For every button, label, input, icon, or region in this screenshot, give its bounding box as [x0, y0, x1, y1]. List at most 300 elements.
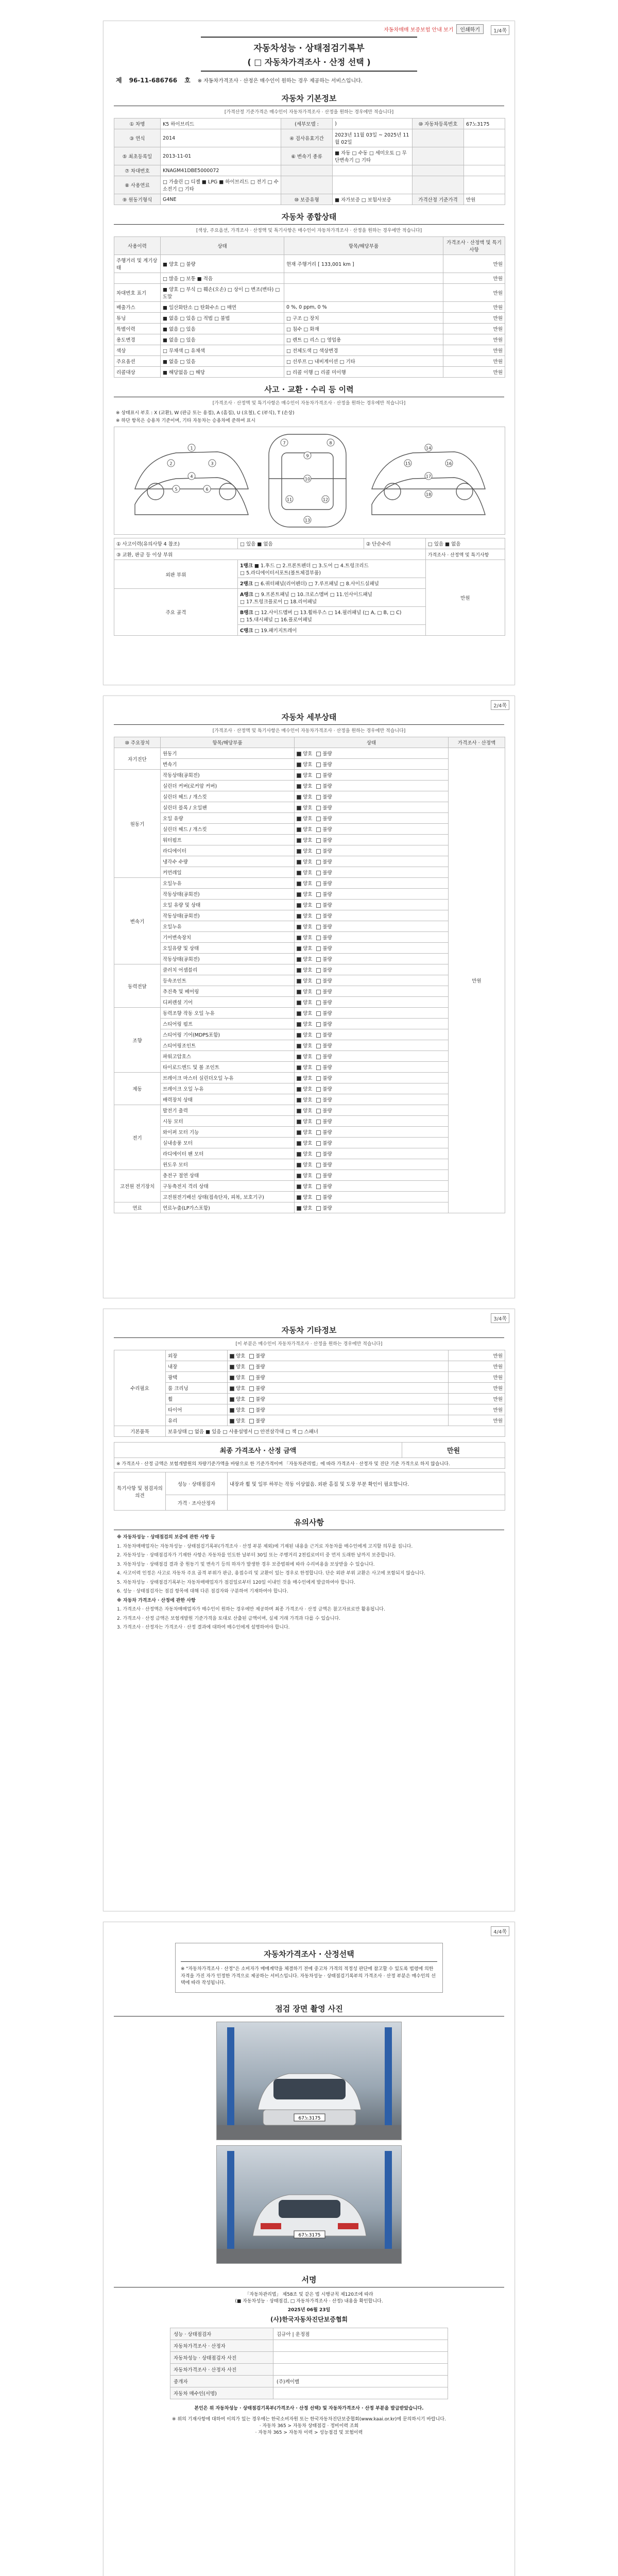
overall-state[interactable]: ■ 없음 □ 있음 [161, 356, 284, 367]
state-bad-option[interactable] [316, 1184, 332, 1190]
checkbox-checked-icon[interactable] [297, 1141, 301, 1146]
checkbox-empty-icon[interactable] [316, 849, 321, 854]
state-bad-option[interactable] [316, 903, 332, 908]
state-good-option[interactable] [297, 1184, 312, 1190]
etc-repair-label: 수리필요 [114, 1350, 166, 1426]
sign-row [170, 2351, 448, 2363]
checkbox-checked-icon[interactable] [297, 1076, 301, 1081]
state-good-label: 양호 [303, 881, 313, 887]
etc-bad-option[interactable] [249, 1353, 265, 1359]
detail-state[interactable] [295, 845, 449, 856]
state-bad-option[interactable] [316, 913, 332, 919]
state-bad-option[interactable] [316, 881, 332, 887]
detail-row [114, 802, 505, 813]
detail-state[interactable] [295, 1181, 449, 1192]
checkbox-checked-icon[interactable] [297, 1109, 301, 1113]
detail-state[interactable] [295, 759, 449, 770]
state-bad-option[interactable] [316, 751, 332, 757]
checkbox-empty-icon[interactable] [316, 1098, 321, 1103]
state-good-option[interactable] [297, 913, 312, 919]
checkbox-checked-icon[interactable] [297, 1206, 301, 1211]
etc-bad-option[interactable] [249, 1386, 265, 1392]
state-good-option[interactable] [297, 1065, 312, 1071]
detail-state[interactable] [295, 910, 449, 921]
state-good-option[interactable] [297, 849, 312, 854]
checkbox-checked-icon[interactable] [230, 1354, 234, 1359]
checkbox-empty-icon[interactable] [316, 892, 321, 897]
state-bad-option[interactable] [316, 946, 332, 952]
overall-state[interactable]: ■ 없음 □ 있음 [161, 334, 284, 345]
checkbox-empty-icon[interactable] [316, 903, 321, 908]
checkbox-checked-icon[interactable] [297, 1044, 301, 1048]
overall-price: 만원 [443, 345, 505, 356]
state-good-option[interactable] [297, 1195, 312, 1200]
checkbox-empty-icon[interactable] [316, 838, 321, 843]
checkbox-checked-icon[interactable] [297, 795, 301, 800]
notice-heading: 유의사항 [114, 1517, 504, 1530]
checkbox-checked-icon[interactable] [297, 1120, 301, 1124]
overall-state[interactable]: ■ 해당없음 □ 해당 [161, 367, 284, 378]
state-good-option[interactable] [297, 870, 312, 876]
state-good-option[interactable] [297, 794, 312, 800]
checkbox-empty-icon[interactable] [249, 1419, 254, 1423]
state-good-option[interactable] [297, 838, 312, 843]
state-good-option[interactable] [297, 751, 312, 757]
detail-state[interactable] [295, 1094, 449, 1105]
state-good-option[interactable] [297, 892, 312, 897]
detail-state[interactable] [295, 824, 449, 835]
detail-state[interactable] [295, 986, 449, 997]
overall-row [114, 356, 505, 367]
state-bad-option[interactable] [316, 989, 332, 995]
etc-state[interactable] [228, 1350, 449, 1361]
sign-value [273, 2340, 448, 2351]
state-bad-option[interactable] [316, 1141, 332, 1146]
detail-state[interactable] [295, 1051, 449, 1062]
checkbox-checked-icon[interactable] [297, 1022, 301, 1027]
checkbox-empty-icon[interactable] [316, 1184, 321, 1189]
state-good-option[interactable] [297, 946, 312, 952]
checkbox-empty-icon[interactable] [316, 925, 321, 929]
checkbox-checked-icon[interactable] [230, 1397, 234, 1402]
detail-state[interactable] [295, 1159, 449, 1170]
detail-state[interactable] [295, 921, 449, 932]
checkbox-empty-icon[interactable] [316, 1130, 321, 1135]
state-good-option[interactable] [297, 1206, 312, 1211]
etc-good-option[interactable] [230, 1353, 245, 1359]
checkbox-empty-icon[interactable] [316, 1033, 321, 1038]
checkbox-checked-icon[interactable] [230, 1408, 234, 1413]
checkbox-empty-icon[interactable] [316, 968, 321, 973]
checkbox-checked-icon[interactable] [297, 1130, 301, 1135]
checkbox-empty-icon[interactable] [249, 1365, 254, 1369]
checkbox-checked-icon[interactable] [297, 871, 301, 875]
checkbox-empty-icon[interactable] [249, 1386, 254, 1391]
state-bad-option[interactable] [316, 1022, 332, 1027]
detail-state[interactable] [295, 748, 449, 759]
state-good-option[interactable] [297, 881, 312, 887]
detail-state[interactable] [295, 878, 449, 889]
etc-row [114, 1361, 505, 1372]
overall-col-state: 상태 [161, 237, 284, 255]
state-good-option[interactable] [297, 924, 312, 930]
state-good-option[interactable] [297, 1141, 312, 1146]
state-bad-label: 불량 [322, 849, 332, 854]
checkbox-empty-icon[interactable] [316, 1065, 321, 1070]
checkbox-empty-icon[interactable] [316, 752, 321, 756]
state-bad-option[interactable] [316, 816, 332, 822]
checkbox-checked-icon[interactable] [297, 892, 301, 897]
detail-state[interactable] [295, 835, 449, 845]
state-good-option[interactable] [297, 1173, 312, 1179]
state-bad-option[interactable] [316, 794, 332, 800]
detail-state[interactable] [295, 1202, 449, 1213]
etc-good-option[interactable] [230, 1418, 245, 1424]
state-bad-option[interactable] [316, 849, 332, 854]
checkbox-checked-icon[interactable] [297, 1055, 301, 1059]
detail-item: 동력조향 작동 오일 누유 [161, 1008, 295, 1019]
state-good-option[interactable] [297, 1043, 312, 1049]
detail-row [114, 932, 505, 943]
etc-state[interactable] [228, 1394, 449, 1404]
checkbox-checked-icon[interactable] [297, 1163, 301, 1167]
detail-state[interactable] [295, 1127, 449, 1138]
accident-price-unit: 만원 [425, 560, 505, 636]
state-good-option[interactable] [297, 957, 312, 962]
state-bad-option[interactable] [316, 892, 332, 897]
detail-state[interactable] [295, 889, 449, 900]
checkbox-checked-icon[interactable] [297, 773, 301, 778]
etc-good-option[interactable] [230, 1408, 245, 1413]
state-bad-option[interactable] [316, 1000, 332, 1006]
detail-item: 실린더 헤드 / 개스킷 [161, 824, 295, 835]
detail-item: 디퍼렌셜 기어 [161, 997, 295, 1008]
checkbox-checked-icon[interactable] [297, 762, 301, 767]
state-bad-option[interactable] [316, 1119, 332, 1125]
checkbox-checked-icon[interactable] [230, 1419, 234, 1423]
detail-state[interactable] [295, 975, 449, 986]
state-bad-option[interactable] [316, 957, 332, 962]
checkbox-empty-icon[interactable] [316, 990, 321, 994]
checkbox-empty-icon[interactable] [316, 806, 321, 810]
etc-state[interactable] [228, 1372, 449, 1383]
state-good-option[interactable] [297, 968, 312, 973]
checkbox-empty-icon[interactable] [316, 817, 321, 821]
checkbox-checked-icon[interactable] [230, 1386, 234, 1391]
state-bad-option[interactable] [316, 762, 332, 768]
detail-state[interactable] [295, 1073, 449, 1083]
detail-state[interactable] [295, 1148, 449, 1159]
checkbox-checked-icon[interactable] [297, 925, 301, 929]
checkbox-checked-icon[interactable] [297, 979, 301, 984]
etc-bad-option[interactable] [249, 1418, 265, 1424]
state-good-option[interactable] [297, 978, 312, 984]
state-good-option[interactable] [297, 773, 312, 778]
checkbox-checked-icon[interactable] [297, 784, 301, 789]
etc-good-option[interactable] [230, 1386, 245, 1392]
state-good-option[interactable] [297, 1097, 312, 1103]
checkbox-empty-icon[interactable] [249, 1397, 254, 1402]
checkbox-empty-icon[interactable] [316, 871, 321, 875]
state-bad-option[interactable] [316, 924, 332, 930]
overall-state[interactable]: □ 무채색 □ 유채색 [161, 345, 284, 356]
state-good-label: 양호 [303, 1141, 313, 1146]
etc-state[interactable] [228, 1383, 449, 1394]
state-good-option[interactable] [297, 1130, 312, 1136]
etc-bad-option[interactable] [249, 1375, 265, 1381]
state-bad-option[interactable] [316, 1032, 332, 1038]
etc-state[interactable] [228, 1404, 449, 1415]
state-bad-option[interactable] [316, 784, 332, 789]
detail-state[interactable] [295, 867, 449, 878]
state-good-option[interactable] [297, 1000, 312, 1006]
state-bad-option[interactable] [316, 1043, 332, 1049]
detail-group: 제동 [114, 1073, 161, 1105]
insurance-info-link[interactable]: 자동차매매 보증보험 안내 보기 [384, 27, 454, 33]
checkbox-empty-icon[interactable] [249, 1354, 254, 1359]
detail-state[interactable] [295, 1029, 449, 1040]
checkbox-empty-icon[interactable] [316, 860, 321, 865]
checkbox-checked-icon[interactable] [297, 1011, 301, 1016]
checkbox-empty-icon[interactable] [316, 1206, 321, 1211]
etc-state[interactable] [228, 1415, 449, 1426]
checkbox-empty-icon[interactable] [316, 1152, 321, 1157]
state-bad-option[interactable] [316, 1130, 332, 1136]
detail-item: 작동상태(공회전) [161, 770, 295, 781]
checkbox-checked-icon[interactable] [297, 806, 301, 810]
checkbox-checked-icon[interactable] [297, 903, 301, 908]
sign-footer-4: · 자동차 365 > 자동차 이력 > 성능점검 및 보험이력 [255, 2430, 363, 2435]
checkbox-checked-icon[interactable] [297, 1152, 301, 1157]
state-good-option[interactable] [297, 859, 312, 865]
checkbox-empty-icon[interactable] [316, 1044, 321, 1048]
state-bad-option[interactable] [316, 1097, 332, 1103]
state-good-option[interactable] [297, 762, 312, 768]
detail-item: 커먼레일 [161, 867, 295, 878]
etc-bad-option[interactable] [249, 1364, 265, 1370]
detail-state[interactable] [295, 932, 449, 943]
checkbox-empty-icon[interactable] [316, 1055, 321, 1059]
state-good-option[interactable] [297, 903, 312, 908]
overall-state[interactable]: □ 많음 □ 보통 ■ 적음 [161, 273, 284, 284]
detail-state[interactable] [295, 1008, 449, 1019]
detail-state[interactable] [295, 964, 449, 975]
detail-state[interactable] [295, 770, 449, 781]
state-good-option[interactable] [297, 1162, 312, 1168]
state-bad-option[interactable] [316, 1195, 332, 1200]
checkbox-checked-icon[interactable] [297, 838, 301, 843]
state-good-option[interactable] [297, 1108, 312, 1114]
detail-state[interactable] [295, 997, 449, 1008]
overall-state[interactable]: ■ 없음 □ 있음 □ 적법 □ 불법 [161, 313, 284, 324]
state-good-option[interactable] [297, 816, 312, 822]
checkbox-empty-icon[interactable] [316, 1163, 321, 1167]
state-bad-option[interactable] [316, 1151, 332, 1157]
overall-state[interactable]: ■ 양호 □ 부식 □ 훼손(오손) □ 상이 □ 변조(변타) □ 도말 [161, 284, 284, 302]
detail-state[interactable] [295, 802, 449, 813]
checkbox-checked-icon[interactable] [297, 1065, 301, 1070]
detail-item: 파워고압호스 [161, 1051, 295, 1062]
checkbox-empty-icon[interactable] [316, 827, 321, 832]
checkbox-checked-icon[interactable] [297, 968, 301, 973]
state-bad-label: 불량 [322, 1108, 332, 1114]
state-good-option[interactable] [297, 1076, 312, 1081]
detail-state[interactable] [295, 1170, 449, 1181]
state-bad-option[interactable] [316, 1065, 332, 1071]
detail-state[interactable] [295, 856, 449, 867]
accident-q2-val[interactable]: □ 있음 ■ 없음 [425, 538, 505, 549]
etc-good-option[interactable] [230, 1397, 245, 1402]
state-good-option[interactable] [297, 1032, 312, 1038]
checkbox-empty-icon[interactable] [316, 979, 321, 984]
detail-state[interactable] [295, 943, 449, 954]
checkbox-checked-icon[interactable] [297, 946, 301, 951]
state-bad-option[interactable] [316, 1173, 332, 1179]
state-good-option[interactable] [297, 784, 312, 789]
state-good-option[interactable] [297, 1022, 312, 1027]
state-bad-option[interactable] [316, 838, 332, 843]
accident-q3: ③ 교환, 판금 등 이상 부위 [114, 549, 426, 560]
etc-state[interactable] [228, 1361, 449, 1372]
detail-state[interactable] [295, 1083, 449, 1094]
checkbox-empty-icon[interactable] [316, 1120, 321, 1124]
detail-state[interactable] [295, 781, 449, 791]
checkbox-checked-icon[interactable] [297, 860, 301, 865]
sign-value [273, 2351, 448, 2363]
state-bad-option[interactable] [316, 1011, 332, 1016]
checkbox-empty-icon[interactable] [316, 1109, 321, 1113]
final-unit: 만원 [402, 1443, 505, 1458]
checkbox-empty-icon[interactable] [316, 784, 321, 789]
checkbox-empty-icon[interactable] [316, 1076, 321, 1081]
checkbox-empty-icon[interactable] [316, 1011, 321, 1016]
state-bad-option[interactable] [316, 1162, 332, 1168]
checkbox-empty-icon[interactable] [316, 914, 321, 919]
checkbox-checked-icon[interactable] [297, 1195, 301, 1200]
etc-price: 만원 [449, 1383, 505, 1394]
state-good-option[interactable] [297, 935, 312, 941]
checkbox-checked-icon[interactable] [297, 1184, 301, 1189]
checkbox-checked-icon[interactable] [297, 827, 301, 832]
print-button[interactable]: 인쇄하기 [456, 24, 484, 34]
basic-row [114, 165, 505, 176]
checkbox-empty-icon[interactable] [316, 1195, 321, 1200]
checkbox-checked-icon[interactable] [297, 1033, 301, 1038]
overall-detail [284, 284, 443, 302]
state-bad-option[interactable] [316, 1054, 332, 1060]
detail-state[interactable] [295, 1019, 449, 1029]
checkbox-empty-icon[interactable] [316, 795, 321, 800]
state-bad-option[interactable] [316, 1206, 332, 1211]
checkbox-checked-icon[interactable] [297, 882, 301, 886]
accident-q1-val[interactable]: □ 있음 ■ 없음 [238, 538, 364, 549]
state-good-option[interactable] [297, 1011, 312, 1016]
checkbox-checked-icon[interactable] [297, 752, 301, 756]
detail-row [114, 878, 505, 889]
state-bad-option[interactable] [316, 1108, 332, 1114]
checkbox-empty-icon[interactable] [316, 1141, 321, 1146]
checkbox-checked-icon[interactable] [297, 1098, 301, 1103]
detail-state[interactable] [295, 1105, 449, 1116]
state-good-option[interactable] [297, 827, 312, 833]
state-good-option[interactable] [297, 805, 312, 811]
etc-bad-label: 불량 [255, 1397, 265, 1402]
state-bad-label: 불량 [322, 978, 332, 984]
state-bad-option[interactable] [316, 978, 332, 984]
checkbox-empty-icon[interactable] [316, 957, 321, 962]
state-good-option[interactable] [297, 1119, 312, 1125]
state-bad-option[interactable] [316, 1087, 332, 1092]
detail-state[interactable] [295, 954, 449, 964]
state-bad-option[interactable] [316, 935, 332, 941]
detail-item: 실린더 커버(로커암 커버) [161, 781, 295, 791]
checkbox-checked-icon[interactable] [230, 1376, 234, 1380]
checkbox-checked-icon[interactable] [297, 990, 301, 994]
overall-state[interactable]: ■ 일산화탄소 □ 탄화수소 □ 매연 [161, 302, 284, 313]
detail-state[interactable] [295, 1062, 449, 1073]
checkbox-empty-icon[interactable] [316, 882, 321, 886]
basic-value-3 [464, 176, 505, 194]
diagram-number: 5 [175, 487, 178, 492]
state-good-option[interactable] [297, 1151, 312, 1157]
checkbox-empty-icon[interactable] [316, 1174, 321, 1178]
overall-state[interactable]: ■ 없음 □ 있음 [161, 324, 284, 334]
checkbox-checked-icon[interactable] [297, 1001, 301, 1005]
checkbox-empty-icon[interactable] [249, 1376, 254, 1380]
checkbox-checked-icon[interactable] [297, 1087, 301, 1092]
overall-state[interactable]: ■ 양호 □ 불량 [161, 255, 284, 273]
checkbox-checked-icon[interactable] [297, 1174, 301, 1178]
state-bad-option[interactable] [316, 805, 332, 811]
detail-state[interactable] [295, 1138, 449, 1148]
state-bad-option[interactable] [316, 827, 332, 833]
checkbox-checked-icon[interactable] [297, 849, 301, 854]
state-bad-option[interactable] [316, 773, 332, 778]
state-good-label: 양호 [303, 849, 313, 854]
checkbox-checked-icon[interactable] [297, 957, 301, 962]
checkbox-checked-icon[interactable] [297, 817, 301, 821]
etc-bad-option[interactable] [249, 1408, 265, 1413]
detail-state[interactable] [295, 1116, 449, 1127]
state-good-option[interactable] [297, 1087, 312, 1092]
state-good-option[interactable] [297, 1054, 312, 1060]
state-bad-option[interactable] [316, 1076, 332, 1081]
checkbox-empty-icon[interactable] [316, 1087, 321, 1092]
etc-good-option[interactable] [230, 1375, 245, 1381]
checkbox-empty-icon[interactable] [316, 773, 321, 778]
state-good-option[interactable] [297, 989, 312, 995]
detail-state[interactable] [295, 1192, 449, 1202]
checkbox-empty-icon[interactable] [249, 1408, 254, 1413]
checkbox-empty-icon[interactable] [316, 1022, 321, 1027]
checkbox-empty-icon[interactable] [316, 936, 321, 940]
detail-state[interactable] [295, 900, 449, 910]
checkbox-empty-icon[interactable] [316, 762, 321, 767]
detail-state[interactable] [295, 813, 449, 824]
state-bad-option[interactable] [316, 870, 332, 876]
checkbox-checked-icon[interactable] [297, 914, 301, 919]
state-bad-option[interactable] [316, 859, 332, 865]
state-bad-option[interactable] [316, 968, 332, 973]
checkbox-checked-icon[interactable] [297, 936, 301, 940]
etc-bad-option[interactable] [249, 1397, 265, 1402]
etc-good-option[interactable] [230, 1364, 245, 1370]
checkbox-empty-icon[interactable] [316, 946, 321, 951]
detail-state[interactable] [295, 791, 449, 802]
detail-state[interactable] [295, 1040, 449, 1051]
checkbox-checked-icon[interactable] [230, 1365, 234, 1369]
checkbox-empty-icon[interactable] [316, 1001, 321, 1005]
